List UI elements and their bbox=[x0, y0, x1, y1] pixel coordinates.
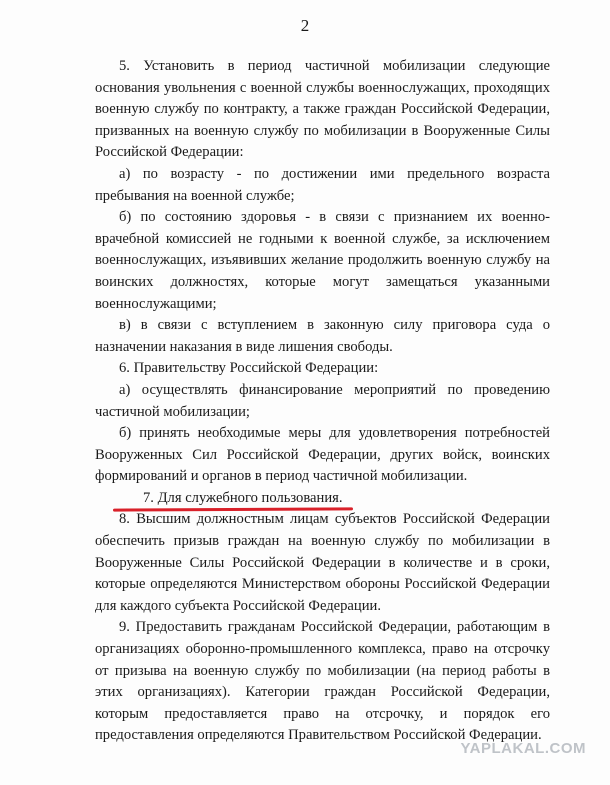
page-number: 2 bbox=[300, 16, 310, 35]
paragraph-5b: б) по состоянию здоровья - в связи с признанием их военно-врачебной комиссией не годными к военной службе, за исключением военнослужащих, изъявивших желание продолжить военную службу на воинских должностях, которые могут замещаться указанными военнослужащими; bbox=[95, 209, 550, 312]
paragraph-7-text: 7. Для служебного пользования. bbox=[143, 489, 343, 506]
paragraph-6: 6. Правительству Российской Федерации: bbox=[119, 360, 379, 377]
paragraph-6b: б) принять необходимые меры для удовлетворения потребностей Вооруженных Сил Российской Федерации, других войск, воинских формирований и органов в период частичной мобилизации. bbox=[95, 425, 550, 485]
paragraph-5a: а) по возрасту - по достижении ими предельного возраста пребывания на военной службе; bbox=[95, 165, 550, 204]
paragraph-8: 8. Высшим должностным лицам субъектов Российской Федерации обеспечить призыв граждан на военную службу по мобилизации в Вооруженные Силы Российской Федерации в количестве и в сроки, которые определяются Министерством обороны Российской Федерации для каждого субъекта Российской Федерации. bbox=[95, 511, 550, 614]
watermark-logo: YAPLAKAL.COM bbox=[460, 740, 586, 757]
highlighted-clause bbox=[119, 488, 343, 510]
paragraph-5: 5. Установить в период частичной мобилизации следующие основания увольнения с военной службы военнослужащих, проходящих военную службу по контракту, а также граждан Российской Федерации, призванных на военную службу по мобилизации в Вооруженные Силы Российской Федерации: bbox=[95, 58, 550, 161]
paragraph-7 bbox=[95, 488, 550, 510]
document-body bbox=[95, 56, 550, 747]
paragraph-9: 9. Предоставить гражданам Российской Федерации, работающим в организациях оборонно-промышленного комплекса, право на отсрочку от призыва на военную службу по мобилизации (на период работы в этих организациях). Категории граждан Российской Федерации, которым предоставляется право на отсрочку, и порядок его предоставления определяются Правительством Российской Федерации. bbox=[95, 619, 550, 744]
paragraph-5c: в) в связи с вступлением в законную силу приговора суда о назначении наказания в виде лишения свободы. bbox=[95, 317, 550, 355]
paragraph-6a: а) осуществлять финансирование мероприятий по проведению частичной мобилизации; bbox=[95, 381, 550, 420]
